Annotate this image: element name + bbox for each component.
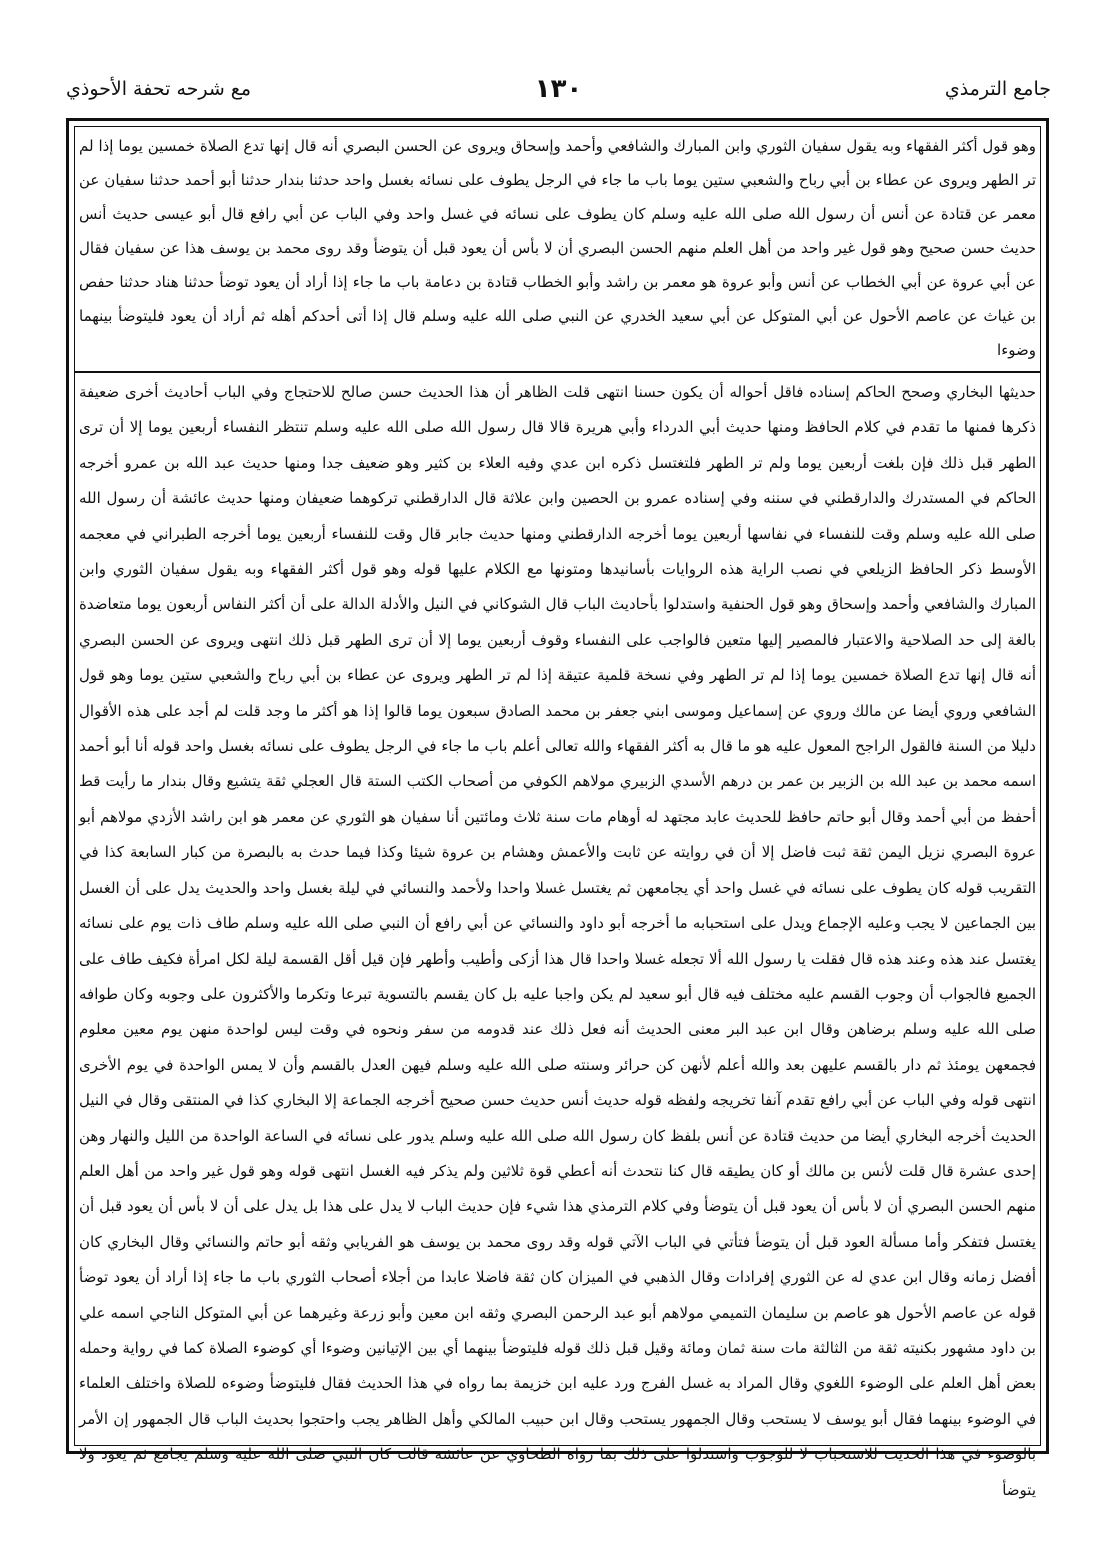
page-header — [66, 66, 1051, 112]
commentary-title: مع شرحه تحفة الأحوذي — [66, 78, 252, 100]
commentary-section — [79, 375, 1036, 1499]
commentary-paragraph: حديثها البخاري وصحح الحاكم إسناده فاقل أحواله أن يكون حسنا انتهى قلت الظاهر أن هذا الحديث حسن صالح للاحتجاج وفي الباب أحاديث أخرى ضعيفة ذكرها فمنها ما تقدم في كلام الحافظ ومنها حديث أبي الدرداء وأبي هريرة قالا قال رسول الله صلى الله عليه وسلم تنتظر النفساء أربعين يوما إلا أن ترى الطهر قبل ذلك فإن بلغت أربعين يوما ولم تر الطهر فلتغتسل ذكره ابن عدي وفيه العلاء بن كثير وهو ضعيف جدا ومنها حديث عبد الله بن عمرو أخرجه الحاكم في المستدرك والدارقطني في سننه وفي إسناده عمرو بن الحصين وابن علاثة قال الدارقطني تركوهما ضعيفان ومنها حديث عائشة أن رسول الله صلى الله عليه وسلم وقت للنفساء في نفاسها أربعين يوما أخرجه الدارقطني ومنها حديث جابر قال وقت للنفساء أربعين يوما أخرجه الطبراني في معجمه الأوسط ذكر الحافظ الزيلعي في نصب الراية هذه الروايات بأسانيدها ومتونها مع الكلام عليها قوله وهو قول أكثر الفقهاء وبه يقول سفيان الثوري وابن المبارك والشافعي وأحمد وإسحاق وهو قول الحنفية واستدلوا بأحاديث الباب قال الشوكاني في النيل والأدلة الدالة على أن أكثر النفاس أربعون يوما متعاضدة بالغة إلى حد الصلاحية والاعتبار فالمصير إليها متعين فالواجب على النفساء وقوف أربعين يوما إلا أن ترى الطهر قبل ذلك انتهى ويروى عن الحسن البصري أنه قال إنها تدع الصلاة خمسين يوما إذا لم تر الطهر وفي نسخة قلمية عتيقة إذا لم تر الطهر ويروى عن عطاء بن أبي رباح والشعبي ستين يوما وهو قول الشافعي وروي أيضا عن مالك وروي عن إسماعيل وموسى ابني جعفر بن محمد الصادق سبعون يوما قالوا إذا هو أكثر ما وجد قلت لم أجد على هذه الأقوال دليلا من السنة فالقول الراجح المعول عليه هو ما قال به أكثر الفقهاء والله تعالى أعلم باب ما جاء في الرجل يطوف على نسائه بغسل واحد قوله أنا أبو أحمد اسمه محمد بن عبد الله بن الزبير بن عمر بن درهم الأسدي الزبيري مولاهم الكوفي من أصحاب الكتب الستة قال العجلي ثقة يتشيع وقال بندار ما رأيت قط أحفظ من أبي أحمد وقال أبو حاتم حافظ للحديث عابد مجتهد له أوهام مات سنة ثلاث ومائتين أنا سفيان هو الثوري عن معمر هو ابن راشد الأزدي مولاهم أبو عروة البصري نزيل اليمن ثقة ثبت فاضل إلا أن في روايته عن ثابت والأعمش وهشام بن عروة شيئا وكذا فيما حدث به بالبصرة من كبار السابعة كذا في التقريب قوله كان يطوف على نسائه في غسل واحد أي يجامعهن ثم يغتسل غسلا واحدا ولأحمد والنسائي في ليلة بغسل واحد والحديث يدل على أن الغسل بين الجماعين لا يجب وعليه الإجماع ويدل على استحبابه ما أخرجه أبو داود والنسائي عن أبي رافع أن النبي صلى الله عليه وسلم طاف ذات يوم على نسائه يغتسل عند هذه وعند هذه قال فقلت يا رسول الله ألا تجعله غسلا واحدا قال هذا أزكى وأطيب وأطهر فإن قيل أقل القسمة ليلة لكل امرأة فكيف طاف على الجميع فالجواب أن وجوب القسم عليه مختلف فيه قال أبو سعيد لم يكن واجبا عليه بل كان يقسم بالتسوية تبرعا وتكرما والأكثرون على وجوبه وكان طوافه صلى الله عليه وسلم برضاهن وقال ابن عبد البر معنى الحديث أنه فعل ذلك عند قدومه من سفر ونحوه في وقت ليس لواحدة منهن يوم معين معلوم فجمعهن يومئذ ثم دار بالقسم عليهن بعد والله أعلم لأنهن كن حرائر وسنته صلى الله عليه وسلم فيهن العدل بالقسم وأن لا يمس الواحدة في يوم الأخرى انتهى قوله وفي الباب عن أبي رافع تقدم آنفا تخريجه ولفظه قوله حديث أنس حديث حسن صحيح أخرجه الجماعة إلا البخاري كذا في المنتقى وقال في النيل الحديث أخرجه البخاري أيضا من حديث قتادة عن أنس بلفظ كان رسول الله صلى الله عليه وسلم يدور على نسائه في الساعة الواحدة من الليل والنهار وهن إحدى عشرة قال قلت لأنس بن مالك أو كان يطيقه قال كنا نتحدث أنه أعطي قوة ثلاثين ولم يذكر فيه الغسل انتهى قوله وهو قول غير واحد من أهل العلم منهم الحسن البصري أن لا بأس أن يعود قبل أن يتوضأ وفي كلام الترمذي هذا شيء فإن حديث الباب لا يدل على هذا بل يدل على أن لا بأس أن يعود قبل أن يغتسل فتفكر وأما مسألة العود قبل أن يتوضأ فتأتي في الباب الآتي قوله وقد روى محمد بن يوسف هو الفريابي وثقه أبو حاتم والنسائي وقال البخاري كان أفضل زمانه وقال ابن عدي له عن الثوري إفرادات وقال الذهبي في الميزان كان ثقة فاضلا عابدا من أجلاء أصحاب الثوري باب ما جاء إذا أراد أن يعود توضأ قوله عن عاصم الأحول هو عاصم بن سليمان التميمي مولاهم أبو عبد الرحمن البصري وثقه ابن معين وأبو زرعة وغيرهما عن أبي المتوكل الناجي اسمه علي بن داود مشهور بكنيته ثقة من الثالثة مات سنة ثمان ومائة وقيل قبل ذلك قوله فليتوضأ بينهما أي بين الإتيانين وضوءا أي كوضوء الصلاة كما في رواية وحمله بعض أهل العلم على الوضوء اللغوي وقال المراد به غسل الفرج ورد عليه ابن خزيمة بما رواه في هذا الحديث فقال فليتوضأ وضوءه للصلاة واختلف العلماء في الوضوء بينهما فقال أبو يوسف لا يستحب وقال الجمهور يستحب وقال ابن حبيب المالكي وأهل الظاهر يجب واحتجوا بحديث الباب قال الجمهور إن الأمر بالوضوء في هذا الحديث للاستحباب لا للوجوب واستدلوا على ذلك بما رواه الطحاوي عن عائشة قالت كان النبي صلى الله عليه وسلم يجامع ثم يعود ولا يتوضأ — [79, 383, 1036, 1499]
page-number: ١٣٠ — [534, 74, 583, 104]
main-hadith-text — [79, 129, 1036, 367]
page-frame-inner — [74, 126, 1041, 1499]
page-frame — [66, 118, 1049, 1499]
main-text-paragraph: وهو قول أكثر الفقهاء وبه يقول سفيان الثوري وابن المبارك والشافعي وأحمد وإسحاق ويروى عن الحسن البصري أنه قال إنها تدع الصلاة خمسين يوما إذا لم تر الطهر ويروى عن عطاء بن أبي رباح والشعبي ستين يوما باب ما جاء في الرجل يطوف على نسائه بغسل واحد حدثنا بندار حدثنا أبو أحمد حدثنا سفيان عن معمر عن قتادة عن أنس أن رسول الله صلى الله عليه وسلم كان يطوف على نسائه في غسل واحد وفي الباب عن أبي رافع قال أبو عيسى حديث أنس حديث حسن صحيح وهو قول غير واحد من أهل العلم منهم الحسن البصري أن لا بأس أن يعود قبل أن يتوضأ وقد روى محمد بن يوسف هذا عن سفيان فقال عن أبي عروة عن أبي الخطاب عن أنس وأبو عروة هو معمر بن راشد وأبو الخطاب قتادة بن دعامة باب ما جاء إذا أراد أن يعود توضأ حدثنا هناد حدثنا حفص بن غياث عن عاصم الأحول عن أبي المتوكل عن أبي سعيد الخدري عن النبي صلى الله عليه وسلم قال إذا أتى أحدكم أهله ثم أراد أن يعود فليتوضأ بينهما وضوءا — [79, 137, 1036, 359]
book-title: جامع الترمذي — [944, 78, 1051, 100]
section-divider — [75, 371, 1040, 373]
